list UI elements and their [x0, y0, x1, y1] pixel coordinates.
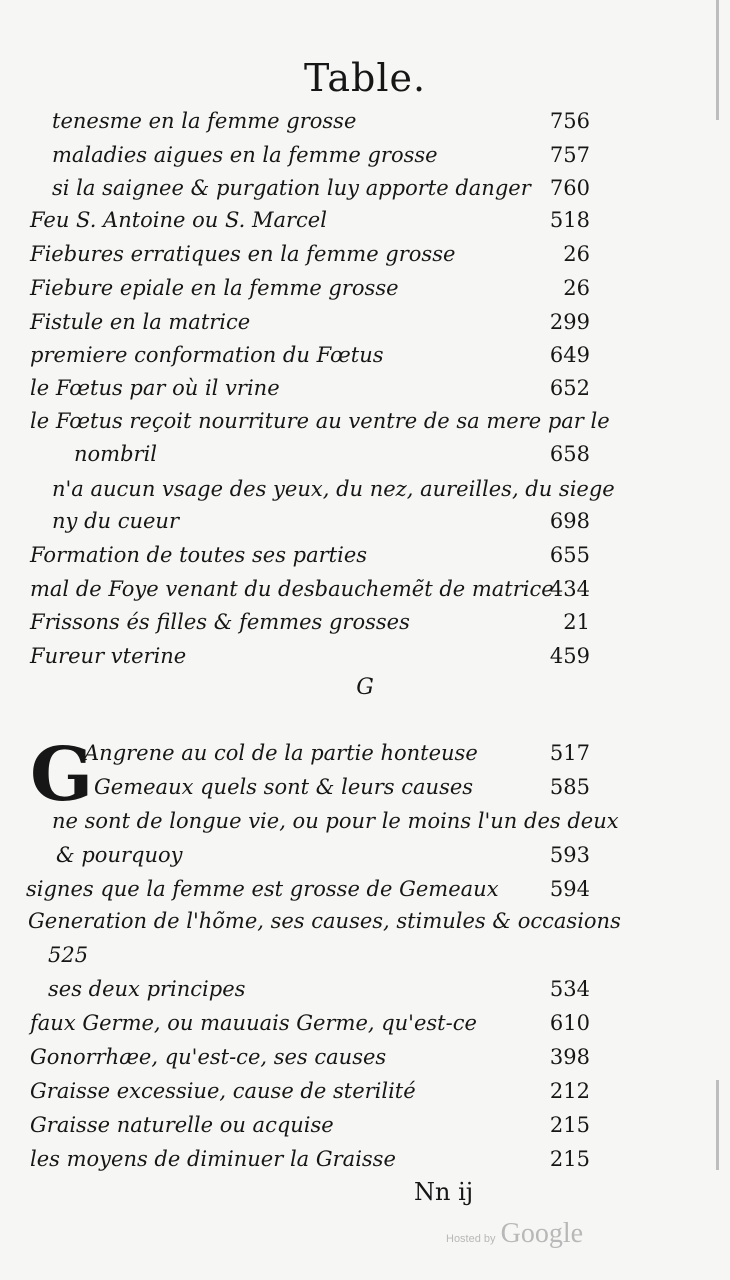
index-entry [30, 239, 590, 269]
entry-page: 26 [563, 242, 590, 266]
entry-text: ne sont de longue vie, ou pour le moins l'un des deux [52, 809, 619, 833]
entry-text: 525 [48, 943, 89, 967]
index-entry [84, 738, 590, 768]
index-entry [30, 1008, 590, 1038]
entry-text: & pourquoy [56, 843, 183, 867]
entry-page: 212 [549, 1079, 590, 1103]
entry-page: 434 [549, 577, 590, 601]
entry-page: 21 [563, 610, 590, 634]
scan-edge-mark [716, 1080, 719, 1170]
entry-page: 517 [549, 741, 590, 765]
google-logo: Google [500, 1218, 584, 1249]
entry-text: Gonorrhæe, qu'est-ce, ses causes [30, 1045, 387, 1069]
entry-page: 757 [549, 143, 590, 167]
entry-page: 215 [549, 1147, 590, 1171]
index-entry [94, 772, 590, 802]
drop-cap: G [30, 732, 94, 818]
index-entry [48, 974, 590, 1004]
entry-text: Graisse naturelle ou acquise [30, 1113, 334, 1137]
entry-text: n'a aucun vsage des yeux, du nez, aureilles, du siege [52, 477, 615, 501]
entry-page: 698 [549, 509, 590, 533]
entry-page: 760 [549, 176, 590, 200]
index-entry [30, 340, 590, 370]
index-entry [48, 940, 590, 970]
entry-page: 658 [549, 442, 590, 466]
index-entry [30, 1042, 590, 1072]
entry-text: Formation de toutes ses parties [30, 543, 368, 567]
entry-text: Gemeaux quels sont & leurs causes [94, 775, 474, 799]
index-entry [30, 273, 590, 303]
page-title: Table. [303, 56, 427, 100]
index-entry [52, 506, 590, 536]
entry-page: 649 [549, 343, 590, 367]
entry-text: nombril [74, 442, 157, 466]
index-entry [30, 373, 590, 403]
entry-text: premiere conformation du Fœtus [30, 343, 384, 367]
entry-page: 299 [549, 310, 590, 334]
index-entry [30, 307, 590, 337]
entry-text: mal de Foye venant du desbauchemẽt de matrice [30, 577, 554, 601]
index-entry [52, 106, 590, 136]
entry-page: 652 [549, 376, 590, 400]
entry-page: 26 [563, 276, 590, 300]
watermark-prefix: Hosted by [446, 1233, 496, 1245]
entry-text: si la saignee & purgation luy apporte danger [52, 176, 531, 200]
entry-text: faux Germe, ou mauuais Germe, qu'est-ce [30, 1011, 477, 1035]
entry-text: Feu S. Antoine ou S. Marcel [30, 208, 327, 232]
index-entry [30, 1110, 590, 1140]
entry-text: Fureur vterine [30, 644, 187, 668]
entry-page: 610 [549, 1011, 590, 1035]
entry-text: Fiebure epiale en la femme grosse [30, 276, 399, 300]
entry-text: Generation de l'hõme, ses causes, stimules & occasions [28, 909, 621, 933]
index-entry [30, 406, 610, 436]
entry-text: ny du cueur [52, 509, 179, 533]
entry-page: 398 [549, 1045, 590, 1069]
entry-text: Angrene au col de la partie honteuse [84, 741, 478, 765]
entry-text: Fistule en la matrice [30, 310, 251, 334]
index-entry [52, 806, 619, 836]
index-entry [28, 906, 621, 936]
index-entry [30, 1076, 590, 1106]
scan-edge-mark [716, 0, 719, 120]
index-entry [74, 439, 590, 469]
entry-page: 594 [549, 877, 590, 901]
entry-page: 459 [549, 644, 590, 668]
index-entry [30, 641, 590, 671]
index-entry [56, 840, 590, 870]
index-entry [30, 1144, 590, 1174]
entry-page: 756 [549, 109, 590, 133]
entry-text: ses deux principes [48, 977, 246, 1001]
index-entry [52, 140, 590, 170]
entry-text: tenesme en la femme grosse [52, 109, 357, 133]
signature-mark: Nn ij [414, 1178, 474, 1206]
entry-page: 534 [549, 977, 590, 1001]
section-letter: G [356, 675, 374, 700]
entry-page: 593 [549, 843, 590, 867]
index-entry [30, 540, 590, 570]
entry-text: le Fœtus par où il vrine [30, 376, 280, 400]
entry-text: signes que la femme est grosse de Gemeaux [26, 877, 499, 901]
entry-page: 655 [549, 543, 590, 567]
entry-text: Graisse excessiue, cause de sterilité [30, 1079, 416, 1103]
index-entry [26, 874, 590, 904]
entry-page: 585 [549, 775, 590, 799]
entry-text: Fiebures erratiques en la femme grosse [30, 242, 456, 266]
index-entry [52, 474, 615, 504]
entry-text: les moyens de diminuer la Graisse [30, 1147, 396, 1171]
index-entry [30, 574, 590, 604]
hosted-by-google-watermark [446, 1218, 583, 1250]
entry-text: le Fœtus reçoit nourriture au ventre de sa mere par le [30, 409, 610, 433]
index-entry [52, 173, 590, 203]
entry-page: 215 [549, 1113, 590, 1137]
index-entry [30, 205, 590, 235]
entry-page: 518 [549, 208, 590, 232]
entry-text: maladies aigues en la femme grosse [52, 143, 438, 167]
index-entry [30, 607, 590, 637]
entry-text: Frissons és filles & femmes grosses [30, 610, 410, 634]
